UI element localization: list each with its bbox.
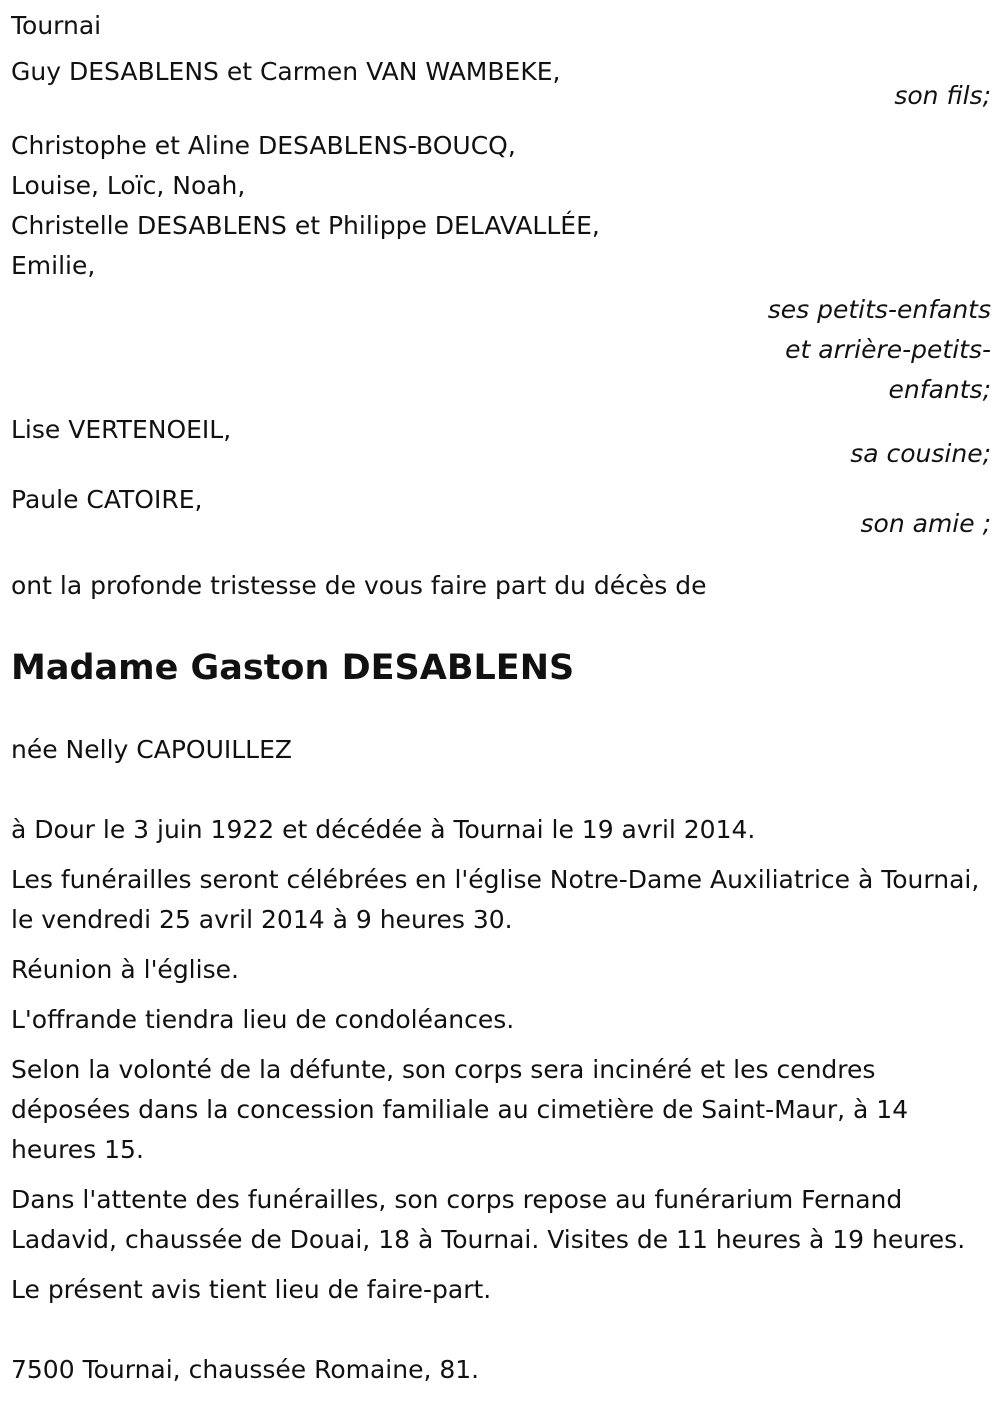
- paragraph: Selon la volonté de la défunte, son corps sera incinéré et les cendres déposées dans la concession familiale au cimetière de Saint-Maur, à 14 heures 15.: [11, 1055, 909, 1164]
- family-names: Christelle DESABLENS et Philippe DELAVALLÉE,: [11, 211, 600, 240]
- paragraph: Réunion à l'église.: [11, 955, 239, 984]
- family-names: Christophe et Aline DESABLENS-BOUCQ,: [11, 131, 516, 160]
- family-names: Lise VERTENOEIL,: [11, 415, 232, 444]
- family-group-son: [11, 52, 991, 116]
- family-relation: sa cousine;: [850, 439, 991, 468]
- born-name: née Nelly CAPOUILLEZ: [11, 735, 293, 764]
- family-relation: enfants;: [888, 375, 991, 404]
- announcement-text: ont la profonde tristesse de vous faire part du décès de: [11, 571, 707, 600]
- family-names: Paule CATOIRE,: [11, 485, 203, 514]
- family-relation: ses petits-enfants: [767, 295, 991, 324]
- paragraph: Les funérailles seront célébrées en l'église Notre-Dame Auxiliatrice à Tournai, le vendredi 25 avril 2014 à 9 heures 30.: [11, 865, 980, 934]
- family-relation: et arrière-petits-: [785, 335, 991, 364]
- paragraph: à Dour le 3 juin 1922 et décédée à Tournai le 19 avril 2014.: [11, 815, 756, 844]
- address: 7500 Tournai, chaussée Romaine, 81.: [11, 1355, 480, 1384]
- family-group-cousin: [11, 410, 991, 474]
- family-group-grandchildren: [11, 126, 991, 410]
- paragraph: Le présent avis tient lieu de faire-part.: [11, 1275, 492, 1304]
- family-group-friend: [11, 480, 991, 544]
- family-names: Guy DESABLENS et Carmen VAN WAMBEKE,: [11, 57, 561, 86]
- family-names: Emilie,: [11, 251, 96, 280]
- paragraph: L'offrande tiendra lieu de condoléances.: [11, 1005, 515, 1034]
- city-heading: Tournai: [11, 11, 102, 40]
- family-relation: son amie ;: [860, 509, 991, 538]
- paragraph: Dans l'attente des funérailles, son corps repose au funérarium Fernand Ladavid, chaussée de Douai, 18 à Tournai. Visites de 11 heures à 19 heures.: [11, 1185, 966, 1254]
- deceased-name: Madame Gaston DESABLENS: [11, 648, 575, 688]
- family-relation: son fils;: [894, 81, 991, 110]
- obituary-notice: [11, 6, 991, 1390]
- family-names: Louise, Loïc, Noah,: [11, 171, 246, 200]
